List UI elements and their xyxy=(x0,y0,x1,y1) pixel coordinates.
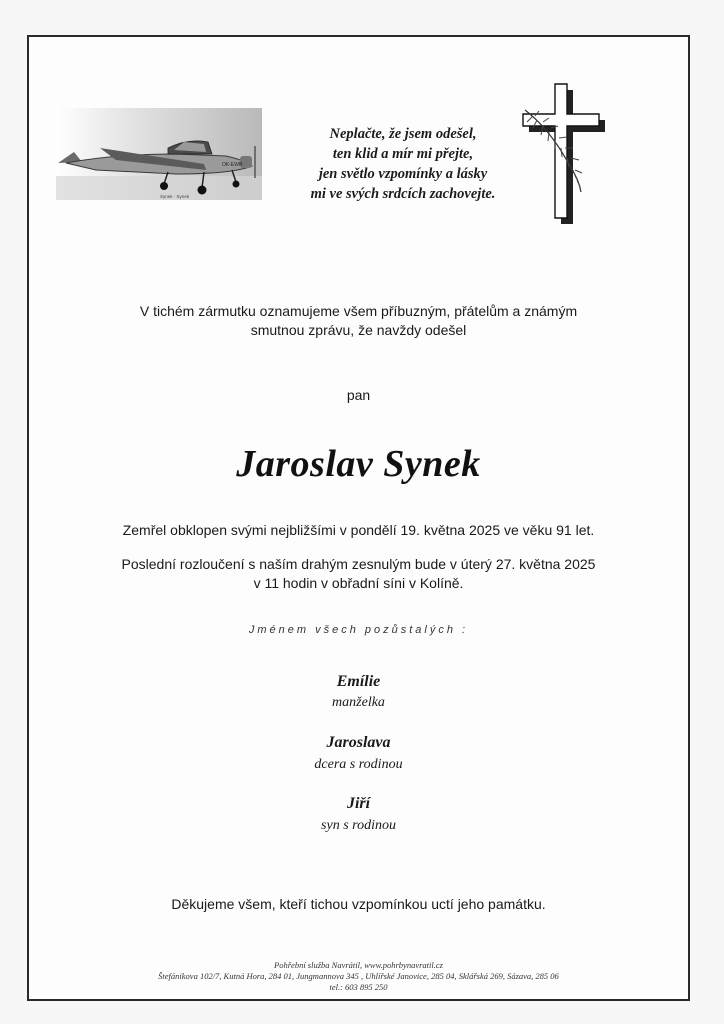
survivor-relation: syn s rodinou xyxy=(321,818,396,833)
farewell-line: v 11 hodin v obřadní síni v Kolíně. xyxy=(253,575,464,591)
footer-line: Pohřební služba Navrátil, www.pohrbynavratil.cz xyxy=(274,960,443,970)
survivors-heading: Jménem všech pozůstalých : xyxy=(248,624,469,636)
verse-line: Neplačte, že jsem odešel, xyxy=(329,126,477,142)
cross-icon xyxy=(515,80,607,228)
airplane-registration: OK-EWB xyxy=(222,162,243,168)
farewell-line: Poslední rozloučení s naším drahým zesnulým bude v úterý 27. května 2025 xyxy=(121,556,596,572)
funeral-service-footer xyxy=(29,960,688,993)
death-info: Zemřel obklopen svými nejbližšími v pondělí 19. května 2025 ve věku 91 let. xyxy=(122,522,595,538)
deceased-name: Jaroslav Synek xyxy=(236,443,481,485)
footer-line: tel.: 603 895 250 xyxy=(329,982,388,992)
survivor-name: Jaroslava xyxy=(326,734,391,751)
survivor-name: Jiří xyxy=(346,795,371,812)
title-pan: pan xyxy=(346,387,371,403)
survivor-relation: dcera s rodinou xyxy=(314,757,403,772)
intro-text xyxy=(29,302,688,340)
verse-line: mi ve svých srdcích zachovejte. xyxy=(310,186,496,202)
airplane-photo xyxy=(56,108,262,200)
intro-line: smutnou zprávu, že navždy odešel xyxy=(250,322,467,338)
verse-line: ten klid a mír mi přejte, xyxy=(332,146,474,162)
verse-line: jen světlo vzpomínky a lásky xyxy=(318,166,488,182)
farewell-info xyxy=(29,555,688,593)
intro-line: V tichém zármutku oznamujeme všem příbuzným, přátelům a známým xyxy=(139,303,578,319)
thanks-text: Děkujeme všem, kteří tichou vzpomínkou uctí jeho památku. xyxy=(171,896,546,912)
airplane-caption: Synek · Synek xyxy=(160,194,190,199)
footer-line: Štefánikova 102/7, Kutná Hora, 284 01, Jungmannova 345 , Uhlířské Janovice, 285 04, Sklářská 269, Sázava, 285 06 xyxy=(158,971,559,981)
survivor-relation: manželka xyxy=(332,695,385,710)
survivor-name: Emílie xyxy=(336,673,381,690)
verse xyxy=(283,124,523,204)
